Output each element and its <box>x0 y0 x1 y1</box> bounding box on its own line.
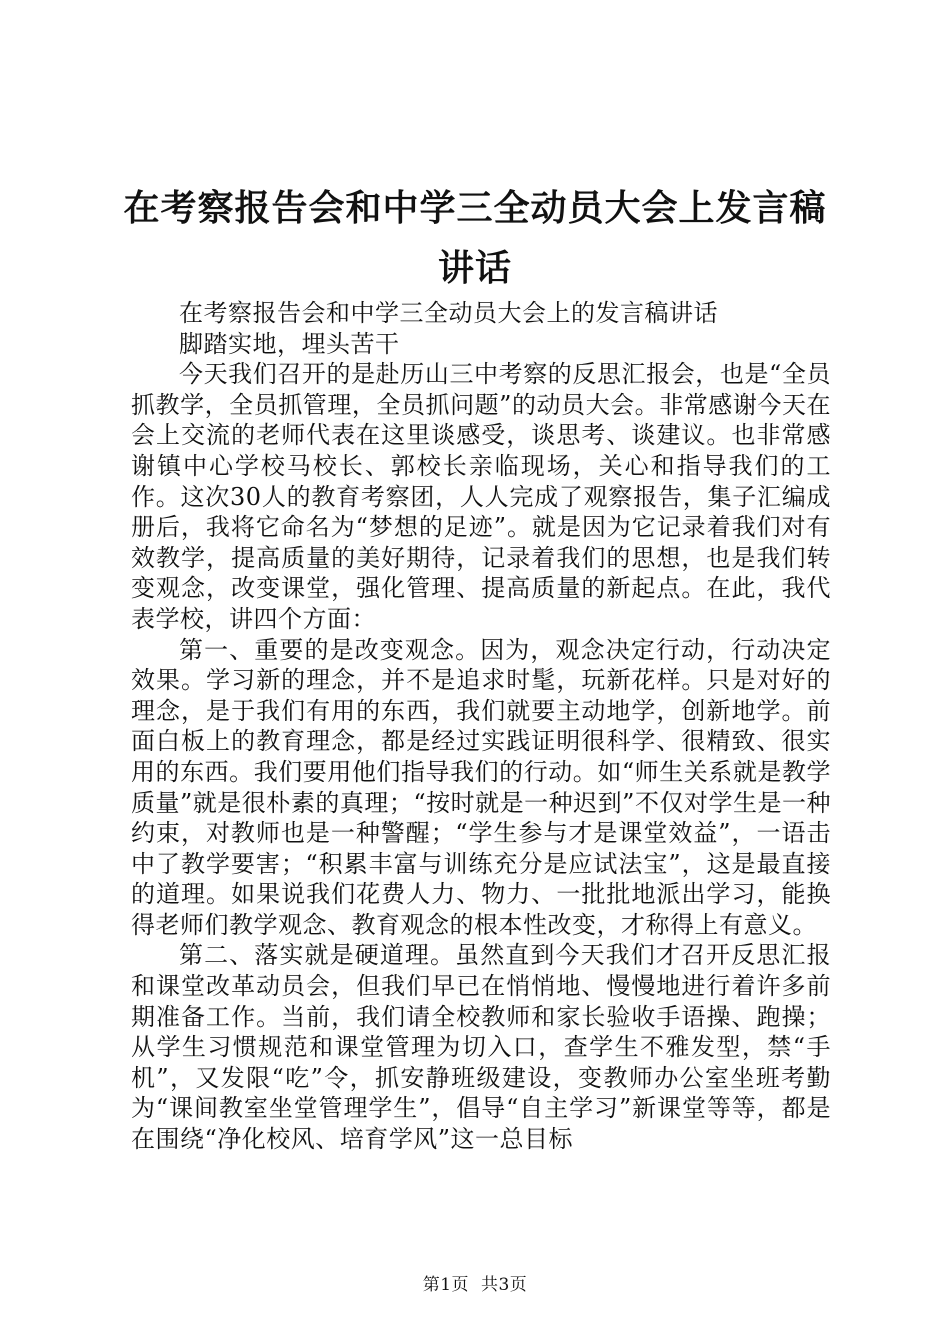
body-paragraph: 第一、重要的是改变观念。因为，观念决定行动，行动决定效果。学习新的理念，并不是追求时髦，玩新花样。只是对好的理念，是于我们有用的东西，我们就要主动地学，创新地学。前面白板上的教育理念，都是经过实践证明很科学、很精致、很实用的东西。我们要用他们指导我们的行动。如“师生关系就是教学质量”就是很朴素的真理；“按时就是一种迟到”不仅对学生是一种约束，对教师也是一种警醒；“学生参与才是课堂效益”，一语击中了教学要害；“积累丰富与训练充分是应试法宝”，这是最直接的道理。如果说我们花费人力、物力、一批批地派出学习，能换得老师们教学观念、教育观念的根本性改变，才称得上有意义。 <box>131 635 831 939</box>
document-body <box>131 298 831 1155</box>
document-subtitle: 在考察报告会和中学三全动员大会上的发言稿讲话 <box>179 299 718 327</box>
body-paragraph: 今天我们召开的是赴历山三中考察的反思汇报会，也是“全员抓教学，全员抓管理，全员抓问题”的动员大会。非常感谢今天在会上交流的老师代表在这里谈感受，谈思考、谈建议。也非常感谢镇中心学校马校长、郭校长亲临现场，关心和指导我们的工作。这次30人的教育考察团，人人完成了观察报告，集子汇编成册后，我将它命名为“梦想的足迹”。就是因为它记录着我们对有效教学，提高质量的美好期待，记录着我们的思想，也是我们转变观念，改变课堂，强化管理、提高质量的新起点。在此，我代表学校，讲四个方面： <box>131 360 831 633</box>
document-title: 在考察报告会和中学三全动员大会上发言稿讲话 <box>123 187 827 289</box>
page-number: 第1页 <box>422 1275 470 1295</box>
page-total: 共3页 <box>480 1275 528 1295</box>
page-footer <box>0 1270 950 1295</box>
document-motto: 脚踏实地，埋头苦干 <box>179 329 400 358</box>
body-paragraph: 第二、落实就是硬道理。虽然直到今天我们才召开反思汇报和课堂改革动员会，但我们早已在悄悄地、慢慢地进行着许多前期准备工作。当前，我们请全校教师和家长验收手语操、跑操；从学生习惯规范和课堂管理为切入口，查学生不雅发型，禁“手机”，又发限“吃”令，抓安静班级建设，变教师办公室坐班考勤为“课间教室坐堂管理学生”，倡导“自主学习”新课堂等等，都是在围绕“净化校风、培育学风”这一总目标 <box>131 941 831 1154</box>
